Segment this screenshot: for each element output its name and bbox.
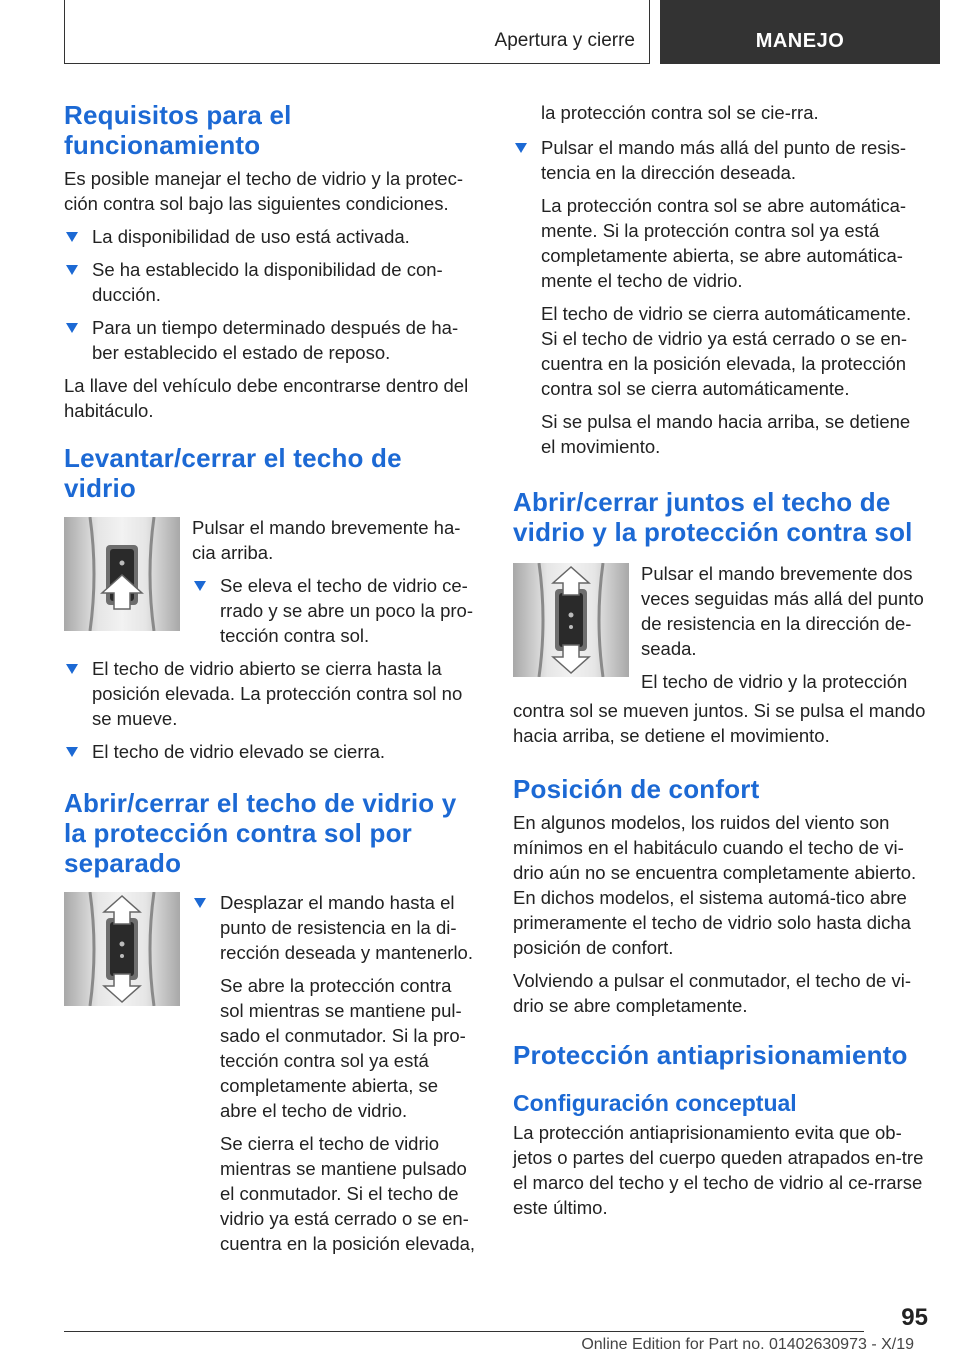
heading-posicion-confort: Posición de confort (513, 774, 760, 804)
header-section-title: Apertura y cierre (494, 30, 635, 51)
heading-requisitos: Requisitos para el funcionamiento (64, 100, 292, 160)
switch-up-down-arrows-icon (513, 563, 629, 677)
bullet-triangle-icon (66, 265, 78, 275)
list-item (192, 890, 478, 965)
figure-block-juntos (513, 561, 929, 694)
paragraph-cierra-automatica: El techo de vidrio se cierra automáticamente. Si el techo de vidrio ya está cerrado o se en-cuentra en la posición elevada, la protección contra sol se cierra automáticamente. (541, 303, 912, 399)
heading-levantar-cerrar: Levantar/cerrar el techo de vidrio (64, 443, 402, 503)
footer-divider (64, 1331, 864, 1332)
list-item-text: Desplazar el mando hasta el punto de resistencia en la di-rección deseada y mantenerlo. (220, 892, 473, 963)
subheading-configuracion: Configuración conceptual (513, 1090, 797, 1116)
list-item-text: Se ha establecido la disponibilidad de con-ducción. (92, 259, 443, 305)
paragraph-confort-2: Volviendo a pulsar el conmutador, el techo de vi-drio se abre completamente. (513, 970, 911, 1016)
list-item-text: La disponibilidad de uso está activada. (92, 226, 410, 247)
paragraph-juntos-start: El techo de vidrio y la protección (641, 671, 908, 692)
switch-up-arrow-icon (64, 517, 180, 631)
left-column (64, 100, 478, 1264)
list-item (64, 656, 478, 731)
header-chapter-label: MANEJO (755, 30, 845, 52)
list-item-text: Se eleva el techo de vidrio ce-rrado y se abre un poco la pro-tección contra sol. (220, 575, 473, 646)
heading-abrir-separado: Abrir/cerrar el techo de vidrio y la protección contra sol por separado (64, 788, 457, 878)
paragraph-requisitos-intro: Es posible manejar el techo de vidrio y la protec-ción contra sol bajo las siguientes condiciones. (64, 168, 463, 214)
paragraph-abre-proteccion: Se abre la protección contra sol mientras se mantiene pul-sado el conmutador. Si la pro-tección contra sol ya está completamente abierta, se abre el techo de vidrio. (220, 975, 466, 1121)
list-item (513, 135, 929, 185)
list-item (192, 573, 478, 648)
header-section-box (64, 0, 650, 64)
paragraph-llave-note: La llave del vehículo debe encontrarse dentro del habitáculo. (64, 375, 469, 421)
paragraph-juntos-rest: contra sol se mueven juntos. Si se pulsa el mando hacia arriba, se detiene el movimiento. (513, 700, 926, 746)
switch-up-down-arrows-icon (64, 892, 180, 1006)
paragraph-pulsar-arriba: Pulsar el mando brevemente ha-cia arriba. (192, 517, 461, 563)
bullet-triangle-icon (66, 664, 78, 674)
header-chapter-tab (660, 0, 940, 64)
list-item-text: El techo de vidrio abierto se cierra hasta la posición elevada. La protección contra sol no se mueve. (92, 658, 463, 729)
page-number: 95 (901, 1304, 928, 1331)
figure-text-separado (192, 890, 478, 1256)
bullet-triangle-icon (194, 581, 206, 591)
paragraph-cierra-techo: Se cierra el techo de vidrio mientras se mantiene pulsado el conmutador. Si el techo de vidrio ya está cerrado o se en-cuentra en la posición elevada, (220, 1133, 476, 1254)
paragraph-abre-automatica: La protección contra sol se abre automática-mente. Si la protección contra sol ya está completamente abierta, se abre automática-mente el techo de vidrio. (541, 195, 907, 291)
bullet-triangle-icon (194, 898, 206, 908)
list-item (64, 257, 478, 307)
figure-block-separado (64, 890, 478, 1256)
right-column (513, 100, 929, 1228)
paragraph-confort-1: En algunos modelos, los ruidos del viento son mínimos en el habitáculo cuando el techo de vi-drio aún no se encuentra completamente abierto. En dichos modelos, el sistema automá-tico abre primeramente el techo de vidrio solo hasta dicha posición de confort. (513, 812, 917, 958)
list-item (64, 315, 478, 365)
list-item (64, 224, 478, 249)
paragraph-continuation: la protección contra sol se cie-rra. (541, 102, 819, 123)
paragraph-detiene: Si se pulsa el mando hacia arriba, se detiene el movimiento. (541, 411, 911, 457)
bullet-triangle-icon (515, 143, 527, 153)
list-item (64, 739, 478, 764)
figure-text-levantar (192, 515, 478, 648)
paragraph-pulsar-dos-veces: Pulsar el mando brevemente dos veces seguidas más allá del punto de resistencia en la dirección de-seada. (641, 563, 924, 659)
bullet-triangle-icon (66, 323, 78, 333)
heading-abrir-juntos: Abrir/cerrar juntos el techo de vidrio y la protección contra sol (513, 487, 913, 547)
list-item-text: Pulsar el mando más allá del punto de resis-tencia en la dirección deseada. (541, 137, 907, 183)
figure-text-juntos (641, 561, 929, 694)
bullet-triangle-icon (66, 232, 78, 242)
footer-edition: Online Edition for Part no. 01402630973 - X/19 (581, 1336, 914, 1353)
paragraph-antiaprisionamiento: La protección antiaprisionamiento evita que ob-jetos o partes del cuerpo queden atrapados en-tre el marco del techo y el techo de vidrio al ce-rrarse este último. (513, 1122, 924, 1218)
list-item-text: Para un tiempo determinado después de ha-ber establecido el estado de reposo. (92, 317, 459, 363)
bullet-triangle-icon (66, 747, 78, 757)
heading-antiaprisionamiento: Protección antiaprisionamiento (513, 1040, 908, 1070)
figure-block-levantar (64, 515, 478, 648)
list-item-text: El techo de vidrio elevado se cierra. (92, 741, 386, 762)
